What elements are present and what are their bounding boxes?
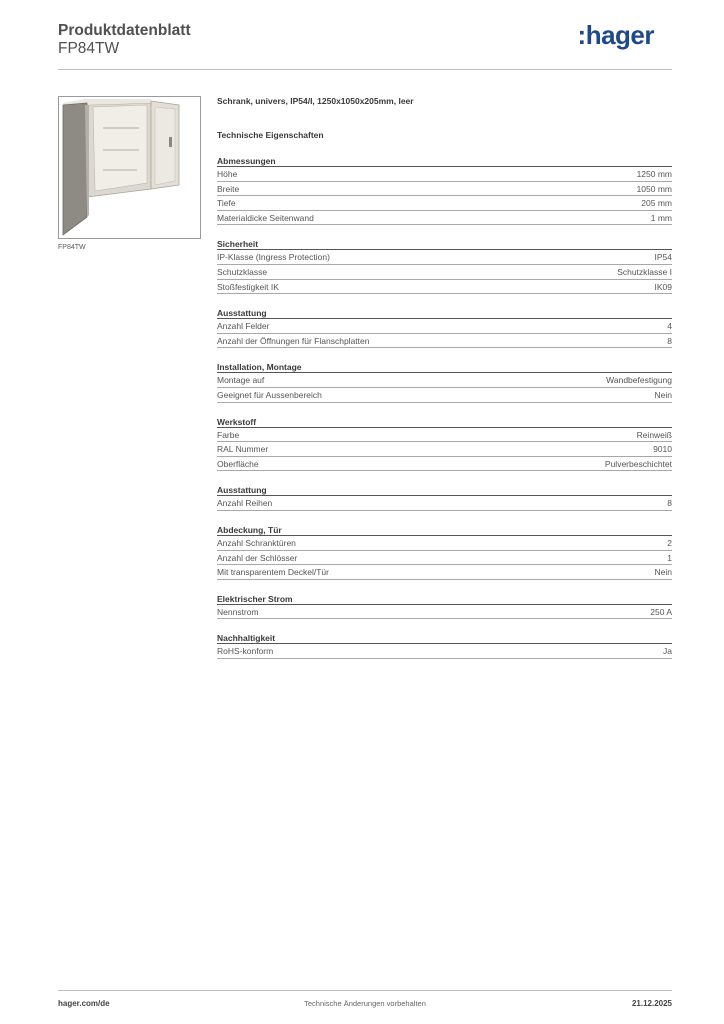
section-title: Abmessungen (217, 155, 672, 167)
property-label: Farbe (217, 429, 240, 440)
footer-date: 21.12.2025 (631, 999, 672, 1008)
property-row (217, 536, 672, 551)
property-value: 4 (667, 321, 672, 332)
property-value: 1250 mm (636, 169, 672, 179)
property-section (217, 632, 672, 659)
property-sections (217, 155, 672, 659)
property-value: 1050 mm (636, 183, 672, 194)
property-label: Materialdicke Seitenwand (217, 212, 314, 223)
property-label: Mit transparentem Deckel/Tür (217, 567, 329, 578)
footer-notice: Technische Änderungen vorbehalten (304, 999, 426, 1008)
property-row (217, 457, 672, 472)
property-row (217, 605, 672, 620)
property-row (217, 442, 672, 457)
property-value: Nein (654, 567, 672, 578)
property-value: Nein (654, 389, 672, 400)
property-section (217, 484, 672, 511)
property-value: IK09 (654, 281, 672, 292)
property-section (217, 155, 672, 225)
property-section (217, 307, 672, 348)
property-row (217, 496, 672, 511)
property-row (217, 565, 672, 580)
property-value: 205 mm (641, 198, 672, 209)
property-row (217, 428, 672, 443)
property-section (217, 361, 672, 402)
property-value: 9010 (653, 444, 672, 455)
property-row (217, 250, 672, 265)
property-value: IP54 (654, 252, 672, 263)
property-value: Ja (663, 646, 672, 657)
section-title: Werkstoff (217, 416, 672, 428)
technical-properties-heading: Technische Eigenschaften (217, 130, 324, 140)
property-section (217, 238, 672, 294)
property-row (217, 182, 672, 197)
property-label: IP-Klasse (Ingress Protection) (217, 252, 330, 263)
property-row (217, 196, 672, 211)
property-label: Tiefe (217, 198, 236, 209)
property-row (217, 265, 672, 280)
property-label: Höhe (217, 169, 238, 179)
property-label: Schutzklasse (217, 266, 268, 277)
property-row (217, 211, 672, 226)
property-label: Anzahl Schranktüren (217, 537, 296, 548)
property-value: 250 A (650, 606, 672, 617)
property-row (217, 644, 672, 659)
property-label: RoHS-konform (217, 646, 274, 657)
property-section (217, 593, 672, 620)
image-caption: FP84TW (58, 244, 86, 251)
product-description: Schrank, univers, IP54/I, 1250x1050x205mm, leer (217, 96, 414, 106)
property-value: 1 (667, 552, 672, 563)
property-row (217, 280, 672, 295)
property-label: Anzahl Felder (217, 321, 270, 332)
property-value: Schutzklasse I (617, 266, 672, 277)
property-label: RAL Nummer (217, 444, 269, 455)
property-section (217, 524, 672, 580)
property-label: Oberfläche (217, 458, 259, 469)
section-title: Elektrischer Strom (217, 593, 672, 605)
property-label: Anzahl der Öffnungen für Flanschplatten (217, 335, 370, 346)
product-image (58, 96, 201, 239)
enclosure-open-door-icon (59, 97, 200, 238)
property-label: Nennstrom (217, 606, 259, 617)
section-title: Nachhaltigkeit (217, 632, 672, 644)
property-row (217, 334, 672, 349)
section-title: Ausstattung (217, 307, 672, 319)
property-label: Montage auf (217, 375, 265, 386)
section-title: Ausstattung (217, 484, 672, 496)
section-title: Abdeckung, Tür (217, 524, 672, 536)
hager-logo: :hager (577, 20, 654, 50)
property-row (217, 167, 672, 182)
property-value: Reinweiß (636, 429, 672, 440)
section-title: Sicherheit (217, 238, 672, 250)
property-value: 8 (667, 335, 672, 346)
property-value: Wandbefestigung (606, 375, 672, 386)
page-header (58, 20, 672, 70)
property-section (217, 416, 672, 472)
document-title: Produktdatenblatt (58, 22, 191, 39)
page-footer (58, 990, 672, 1010)
property-row (217, 373, 672, 388)
property-value: 2 (667, 537, 672, 548)
property-value: 1 mm (650, 212, 672, 223)
property-value: 8 (667, 498, 672, 509)
property-row (217, 551, 672, 566)
property-label: Anzahl der Schlösser (217, 552, 298, 563)
property-row (217, 319, 672, 334)
section-title: Installation, Montage (217, 361, 672, 373)
datasheet-content (217, 95, 672, 659)
property-label: Anzahl Reihen (217, 498, 273, 509)
footer-website: hager.com/de (58, 999, 110, 1008)
property-label: Stoßfestigkeit IK (217, 281, 279, 292)
property-label: Geeignet für Aussenbereich (217, 389, 322, 400)
property-label: Breite (217, 183, 240, 194)
property-row (217, 388, 672, 403)
article-number: FP84TW (58, 40, 120, 57)
property-value: Pulverbeschichtet (604, 458, 672, 469)
